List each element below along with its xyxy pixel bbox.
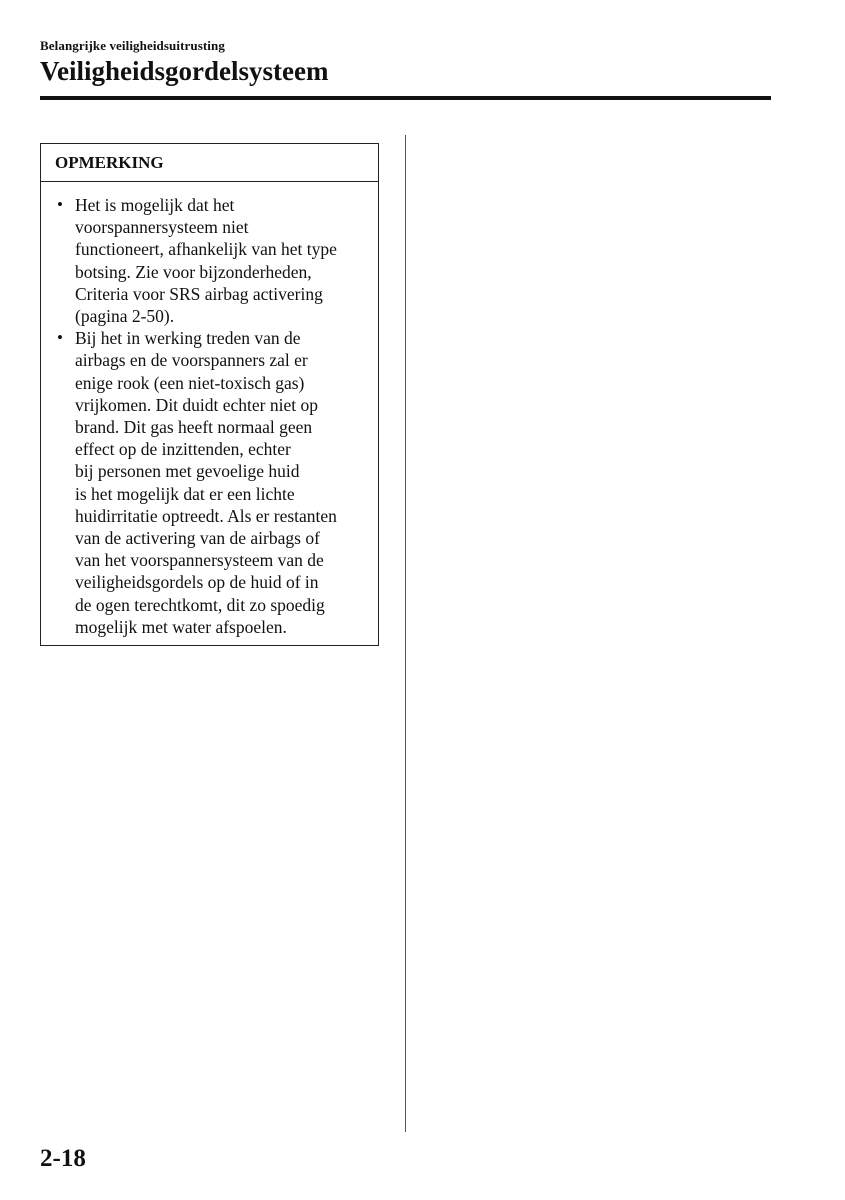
note-line: van de activering van de airbags of <box>75 528 320 549</box>
note-line: (pagina 2-50). <box>75 306 175 327</box>
note-line: huidirritatie optreedt. Als er restanten <box>75 505 337 526</box>
note-line: effect op de inzittenden, echter <box>75 439 291 460</box>
note-line: van het voorspannersysteem van de <box>75 550 324 571</box>
note-line: veiligheidsgordels op de huid of in <box>75 572 319 593</box>
note-line: de ogen terechtkomt, dit zo spoedig <box>75 594 325 615</box>
note-line: Het is mogelijk dat het <box>75 195 235 215</box>
note-line: mogelijk met water afspoelen. <box>75 616 287 637</box>
note-item <box>41 327 378 638</box>
note-line: vrijkomen. Dit duidt echter niet op <box>75 394 319 415</box>
note-line: enige rook (een niet-toxisch gas) <box>75 372 305 393</box>
note-line: is het mogelijk dat er een lichte <box>75 483 295 504</box>
bullet-icon: • <box>57 328 63 348</box>
note-line: botsing. Zie voor bijzonderheden, <box>75 261 312 282</box>
bullet-icon: • <box>57 195 63 214</box>
column-divider <box>405 135 406 1132</box>
note-heading: OPMERKING <box>41 144 378 182</box>
note-line: Bij het in werking treden van de <box>75 328 301 349</box>
note-line: voorspannersysteem niet <box>75 217 249 238</box>
page-number: 2-18 <box>40 1145 86 1172</box>
note-line: Criteria voor SRS airbag activering <box>75 283 323 304</box>
section-label: Belangrijke veiligheidsuitrusting <box>40 38 225 53</box>
note-box <box>40 143 379 646</box>
note-list <box>41 182 378 638</box>
note-line: brand. Dit gas heeft normaal geen <box>75 417 313 438</box>
note-line: bij personen met gevoelige huid <box>75 461 300 482</box>
note-item <box>41 194 378 327</box>
note-line: functioneert, afhankelijk van het type <box>75 239 337 260</box>
page-title: Veiligheidsgordelsysteem <box>40 56 329 86</box>
note-line: airbags en de voorspanners zal er <box>75 350 308 371</box>
title-rule <box>40 96 771 100</box>
